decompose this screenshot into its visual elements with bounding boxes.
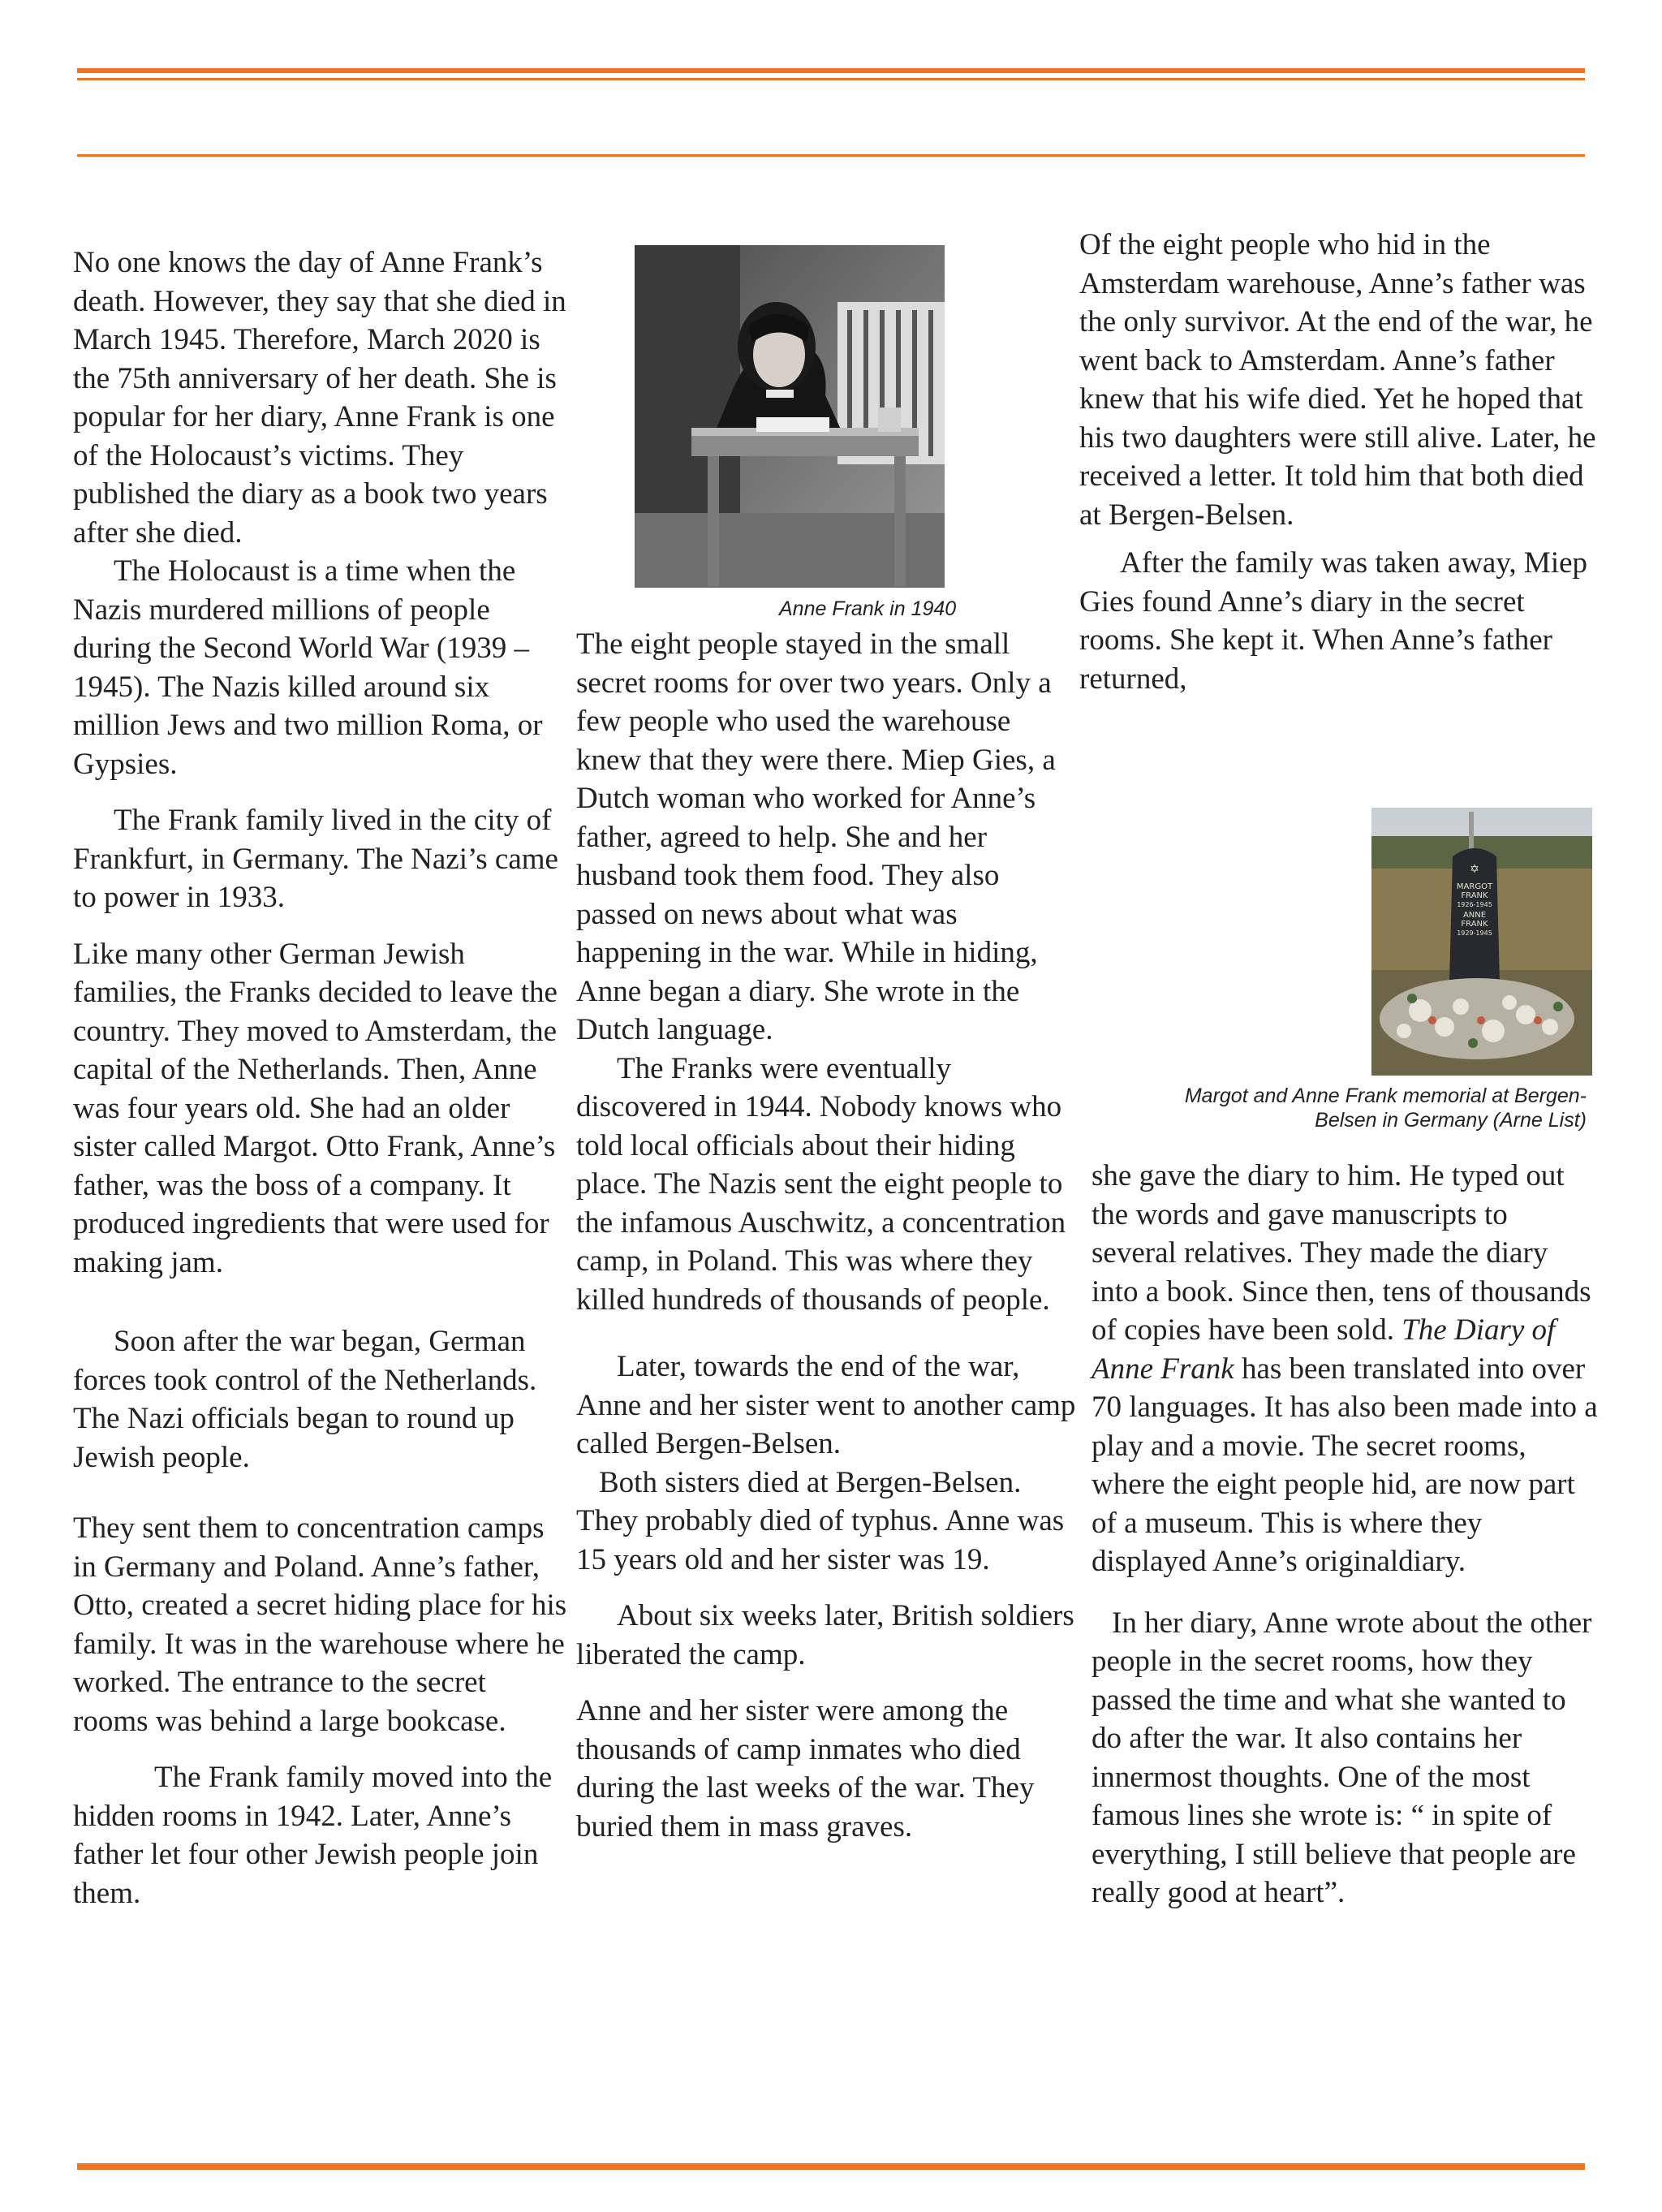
memorial-inscription-line: FRANK <box>1461 891 1488 900</box>
paragraph: Later, towards the end of the war, Anne and her sister went to another camp called Bergen-Belsen. <box>576 1350 1076 1460</box>
memorial-inscription-line: MARGOT <box>1456 882 1493 891</box>
svg-text:✡: ✡ <box>1470 863 1479 876</box>
memorial-inscription-line: 1929-1945 <box>1457 929 1492 937</box>
anne-frank-photo <box>635 245 945 588</box>
memorial-inscription-line: 1926-1945 <box>1457 901 1492 908</box>
paragraph: In her diary, Anne wrote about the other people in the secret rooms, how they passed the time and what she wanted to do after the war. It also contains her innermost thoughts. One of the most famous lines she wrote is: “ in spite of everything, I still believe that people are really good at heart”. <box>1091 1606 1592 1909</box>
memorial-inscription-line: ANNE <box>1462 911 1487 920</box>
paragraph: The Holocaust is a time when the Nazis murdered millions of people during the Second World War (1939 – 1945). The Nazis killed around six million Jews and two million Roma, or Gypsies. <box>73 554 543 781</box>
footer-rule <box>77 2163 1585 2170</box>
paragraph: They sent them to concentration camps in Germany and Poland. Anne’s father, Otto, created a secret hiding place for his family. It was in the warehouse where he worked. The entrance to the secret rooms was behind a large bookcase. <box>73 1511 567 1738</box>
paragraph: No one knows the day of Anne Frank’s death. However, they say that she died in March 1945. Therefore, March 2020 is the 75th anniversary of her death. She is popular for her diary, Anne Frank is one of the Holocaust’s victims. They published the diary as a book two years after she died. <box>73 246 566 550</box>
photo-caption: Anne Frank in 1940 <box>779 597 957 620</box>
paragraph: Of the eight people who hid in the Amsterdam warehouse, Anne’s father was the only survivor. At the end of the war, he went back to Amsterdam. Anne’s father knew that his wife died. Yet he hoped that his two daughters were still alive. Later, he received a letter. It told him that both died at Bergen-Belsen. <box>1079 228 1596 532</box>
paragraph: The eight people stayed in the small secret rooms for over two years. Only a few people who used the warehouse knew that they were there. Miep Gies, a Dutch woman who worked for Anne’s father, agreed to help. She and her husband took them food. They also passed on news about what was happening in the war. While in hiding, Anne began a diary. She wrote in the Dutch language. <box>576 627 1056 1046</box>
paragraph: The Frank family lived in the city of Frankfurt, in Germany. The Nazi’s came to power in 1933. <box>73 804 558 914</box>
memorial-inscription-line: FRANK <box>1461 920 1488 929</box>
paragraph: After the family was taken away, Miep Gies found Anne’s diary in the secret rooms. She kept it. When Anne’s father returned, <box>1079 546 1588 696</box>
top-rule-thin <box>77 78 1585 80</box>
column-middle <box>576 625 1079 1846</box>
top-rule-thick <box>77 68 1585 73</box>
text-run: has been translated into over 70 languages. It has also been made into a play and a movie. The secret rooms, where the eight people hid, are now part of a museum. This is where they displayed Anne’s originaldiary. <box>1091 1352 1598 1578</box>
column-left <box>73 244 568 1912</box>
paragraph: The Franks were eventually discovered in 1944. Nobody knows who told local officials about their hiding place. The Nazis sent the eight people to the infamous Auschwitz, a concentration camp, in Poland. This was where they killed hundreds of thousands of people. <box>576 1051 1066 1317</box>
column-right-bottom <box>1091 1157 1599 1912</box>
text-run: she gave the diary to him. He typed out the words and gave manuscripts to several relatives. They made the diary into a book. Since then, tens of thousands of copies have been sold. <box>1091 1159 1591 1347</box>
paragraph: Like many other German Jewish families, the Franks decided to leave the country. They moved to Amsterdam, the capital of the Netherlands. Then, Anne was four years old. She had an older sister called Margot. Otto Frank, Anne’s father, was the boss of a company. It produced ingredients that were used for making jam. <box>73 937 558 1279</box>
paragraph: The Frank family moved into the hidden rooms in 1942. Later, Anne’s father let four other Jewish people join them. <box>73 1761 553 1910</box>
paragraph: Both sisters died at Bergen-Belsen. They probably died of typhus. Anne was 15 years old and her sister was 19. <box>576 1465 1065 1576</box>
paragraph <box>1091 1157 1599 1581</box>
column-right-top <box>1079 226 1599 698</box>
paragraph: Soon after the war began, German forces took control of the Netherlands. The Nazi officials began to round up Jewish people. <box>73 1325 537 1474</box>
paragraph: Anne and her sister were among the thousands of camp inmates who died during the last weeks of the war. They buried them in mass graves. <box>576 1694 1035 1843</box>
paragraph: About six weeks later, British soldiers liberated the camp. <box>576 1599 1074 1671</box>
header-rule <box>77 154 1585 157</box>
book-title: The Diary of Anne Frank <box>1091 1313 1556 1386</box>
photo-caption: Margot and Anne Frank memorial at Bergen-Belsen in Germany (Arne List) <box>1184 1084 1587 1132</box>
memorial-photo <box>1371 808 1592 1076</box>
